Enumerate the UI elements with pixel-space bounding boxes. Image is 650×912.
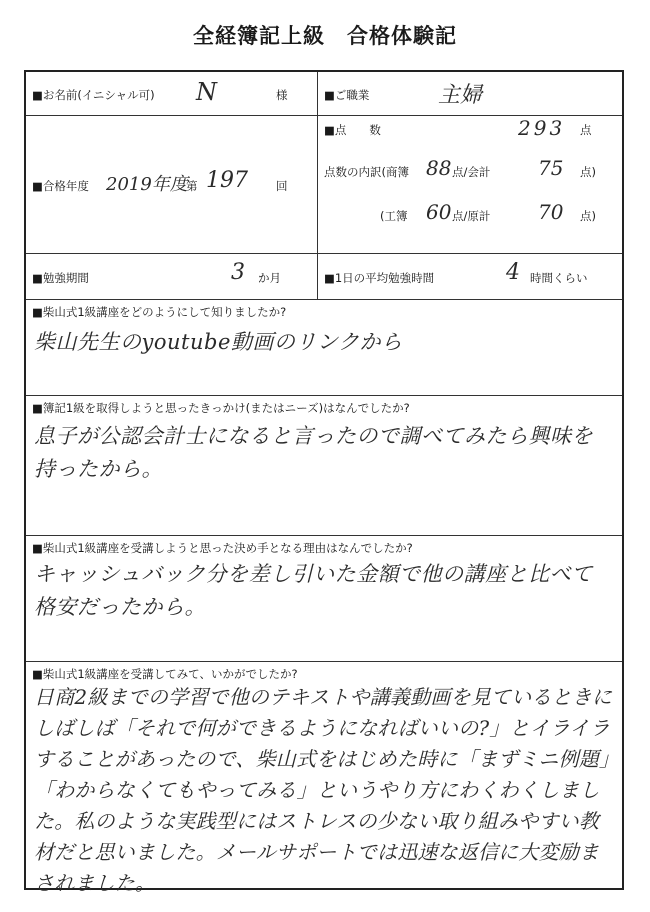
row-study <box>26 254 622 300</box>
pass-round-prefix: 第 <box>186 179 198 193</box>
breakdown-unit1: 点) <box>580 165 596 179</box>
study-period-label: ■勉強期間 <box>32 271 89 285</box>
experience-form <box>24 70 624 895</box>
row-pass-score <box>26 116 622 254</box>
answer-text-3: キャッシュバック分を差し引いた金額で他の講座と比べて格安だったから。 <box>34 562 593 619</box>
study-period-unit: か月 <box>258 271 281 285</box>
question-label-4: ■柴山式1級講座を受講してみて、いかがでしたか? <box>32 667 298 681</box>
occupation-cell <box>318 72 622 115</box>
breakdown-genkei-value: 70 <box>538 200 564 224</box>
breakdown-kobo-label: (工簿 <box>380 209 408 223</box>
breakdown-label: 点数の内訳(商簿 <box>324 165 409 179</box>
pass-round-suffix: 回 <box>276 179 288 193</box>
occupation-label: ■ご職業 <box>324 88 370 102</box>
breakdown-mid2: 点/原計 <box>452 209 491 223</box>
pass-year-value: 2019年度 <box>106 174 188 195</box>
question-block-4 <box>26 662 622 895</box>
study-period-value: 3 <box>231 260 245 285</box>
name-value: N <box>196 78 217 106</box>
score-label: ■点 数 <box>324 123 381 137</box>
daily-hours-cell <box>318 254 622 299</box>
question-block-1 <box>26 300 622 396</box>
score-cell <box>318 116 622 253</box>
score-unit: 点 <box>580 123 592 137</box>
question-label-3: ■柴山式1級講座を受講しようと思った決め手となる理由はなんでしたか? <box>32 541 413 555</box>
breakdown-kaikei-value: 75 <box>538 156 564 180</box>
daily-hours-value: 4 <box>506 260 520 285</box>
answer-text-1: 柴山先生のyoutube動画のリンクから <box>34 330 403 354</box>
pass-year-cell <box>26 116 318 253</box>
name-label: ■お名前(イニシャル可) <box>32 88 155 102</box>
row-name-occupation <box>26 72 622 116</box>
answer-text-4: 日商2級までの学習で他のテキストや講義動画を見ているときにしばしば「それで何ができるようになればいいの?」とイライラすることがあったので、柴山式をはじめた時に「まずミニ例題」「わからなくてもやってみる」というやり方にわくわくしました。私のような実践型にはストレスの少ない取り組みやすい教材だと思いました。メールサポートでは迅速な返信に大変励まされました。 <box>34 685 613 895</box>
daily-hours-unit: 時間くらい <box>530 271 588 285</box>
pass-year-label: ■合格年度 <box>32 179 89 193</box>
page-title: 全経簿記上級 合格体験記 <box>193 24 457 48</box>
question-block-3 <box>26 536 622 662</box>
question-block-2 <box>26 396 622 536</box>
breakdown-shobo-value: 88 <box>426 156 452 180</box>
daily-hours-label: ■1日の平均勉強時間 <box>324 271 435 285</box>
pass-round-value: 197 <box>206 168 248 193</box>
score-value: 293 <box>518 116 566 140</box>
name-cell <box>26 72 318 115</box>
question-label-2: ■簿記1級を取得しようと思ったきっかけ(またはニーズ)はなんでしたか? <box>32 401 410 415</box>
breakdown-unit2: 点) <box>580 209 596 223</box>
breakdown-mid1: 点/会計 <box>452 165 491 179</box>
answer-text-2: 息子が公認会計士になると言ったので調べてみたら興味を持ったから。 <box>34 424 593 481</box>
study-period-cell <box>26 254 318 299</box>
breakdown-kobo-value: 60 <box>426 200 452 224</box>
name-suffix: 様 <box>276 88 288 102</box>
occupation-value: 主婦 <box>438 83 483 108</box>
question-label-1: ■柴山式1級講座をどのようにして知りましたか? <box>32 305 287 319</box>
